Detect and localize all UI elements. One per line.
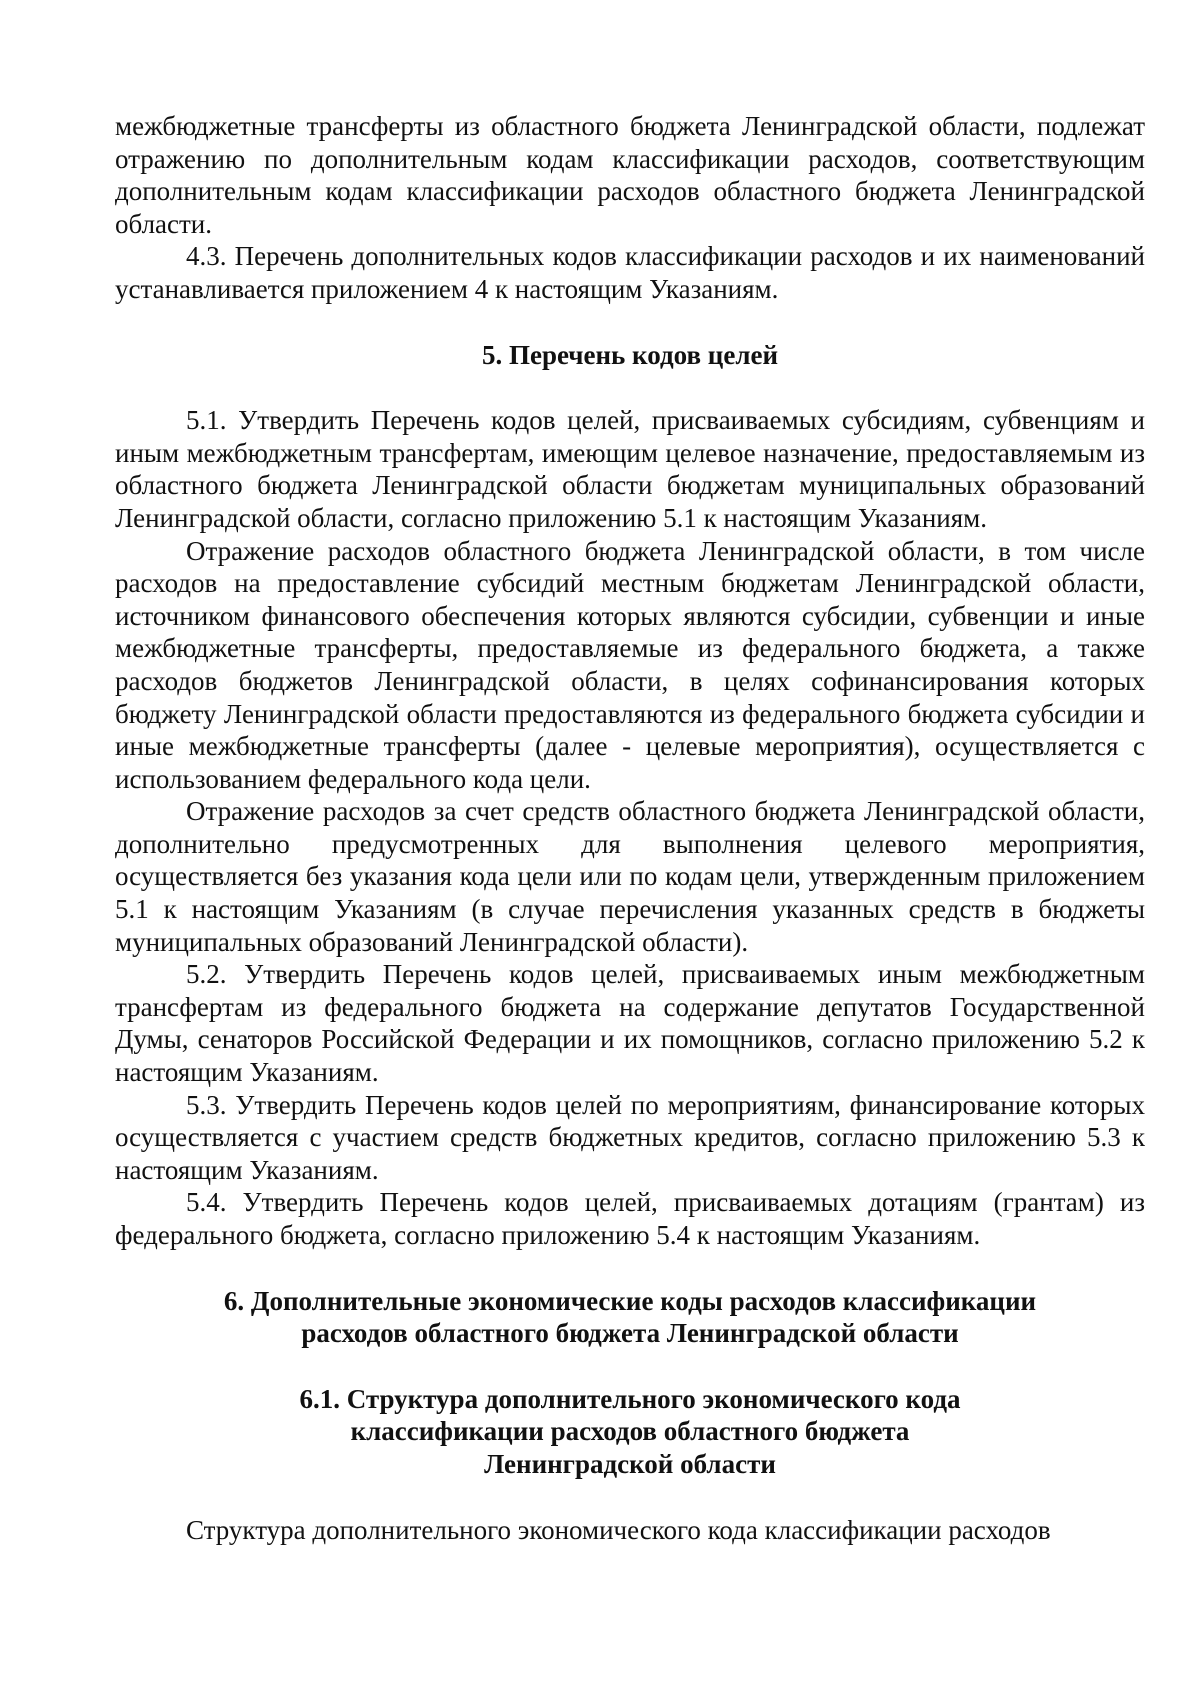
section-5-heading — [115, 339, 1145, 372]
spacer — [115, 1350, 1145, 1383]
intro-paragraph: межбюджетные трансферты из областного бюджета Ленинградской области, подлежат отражению по дополнительным кодам классификации расходов, соответствующим дополнительным кодам классификации расходов областного бюджета Ленинградской области. — [115, 111, 1145, 239]
spacer — [115, 1481, 1145, 1514]
subsection-6-1-line-3: Ленинградской области — [484, 1448, 776, 1479]
section-6-title-line-2: расходов областного бюджета Ленинградской области — [301, 1318, 959, 1349]
section-5-title: 5. Перечень кодов целей — [481, 339, 779, 370]
paragraph-structure: Структура дополнительного экономического кода классификации расходов — [186, 1514, 1051, 1545]
paragraph-5-3: 5.3. Утвердить Перечень кодов целей по мероприятиям, финансирование которых осуществляется с участием средств бюджетных кредитов, согласно приложению 5.3 к настоящим Указаниям. — [115, 1089, 1145, 1185]
subsection-6-1-line-1: 6.1. Структура дополнительного экономического кода — [299, 1383, 961, 1414]
subsection-6-1-line-2: классификации расходов областного бюджета — [350, 1416, 910, 1447]
section-6-title-line-1: 6. Дополнительные экономические коды расходов классификации — [223, 1285, 1037, 1316]
paragraph-4-3: 4.3. Перечень дополнительных кодов классификации расходов и их наименований устанавливается приложением 4 к настоящим Указаниям. — [115, 241, 1145, 304]
paragraph-5-4: 5.4. Утвердить Перечень кодов целей, присваиваемых дотациям (грантам) из федерального бюджета, согласно приложению 5.4 к настоящим Указаниям. — [115, 1187, 1145, 1250]
subsection-6-1-heading — [115, 1383, 1145, 1481]
document-page — [115, 110, 1145, 1546]
paragraph-5-2: 5.2. Утвердить Перечень кодов целей, присваиваемых иным межбюджетным трансфертам из федерального бюджета на содержание депутатов Государственной Думы, сенаторов Российской Федерации и их помощников, согласно приложению 5.2 к настоящим Указаниям. — [115, 959, 1145, 1088]
paragraph-5-1: 5.1. Утвердить Перечень кодов целей, присваиваемых субсидиям, субвенциям и иным межбюджетным трансфертам, имеющим целевое назначение, предоставляемым из областного бюджета Ленинградской области бюджетам муниципальных образований Ленинградской области, согласно приложению 5.1 к настоящим Указаниям. — [115, 405, 1145, 533]
paragraph-reflection-1: Отражение расходов областного бюджета Ленинградской области, в том числе расходов на предоставление субсидий местным бюджетам Ленинградской области, источником финансового обеспечения которых являются субсидии, субвенции и иные межбюджетные трансферты, предоставляемые из федерального бюджета, а также расходов бюджетов Ленинградской области, в целях софинансирования которых бюджету Ленинградской области предоставляются из федерального бюджета субсидии и иные межбюджетные трансферты (далее - целевые мероприятия), осуществляется с использованием федерального кода цели. — [115, 535, 1145, 794]
spacer — [115, 1252, 1145, 1285]
section-6-heading — [115, 1285, 1145, 1350]
spacer — [115, 371, 1145, 404]
paragraph-reflection-2: Отражение расходов за счет средств областного бюджета Ленинградской области, дополнительно предусмотренных для выполнения целевого мероприятия, осуществляется без указания кода цели или по кодам цели, утвержденным приложением 5.1 к настоящим Указаниям (в случае перечисления указанных средств в бюджеты муниципальных образований Ленинградской области). — [115, 796, 1145, 957]
spacer — [115, 306, 1145, 339]
